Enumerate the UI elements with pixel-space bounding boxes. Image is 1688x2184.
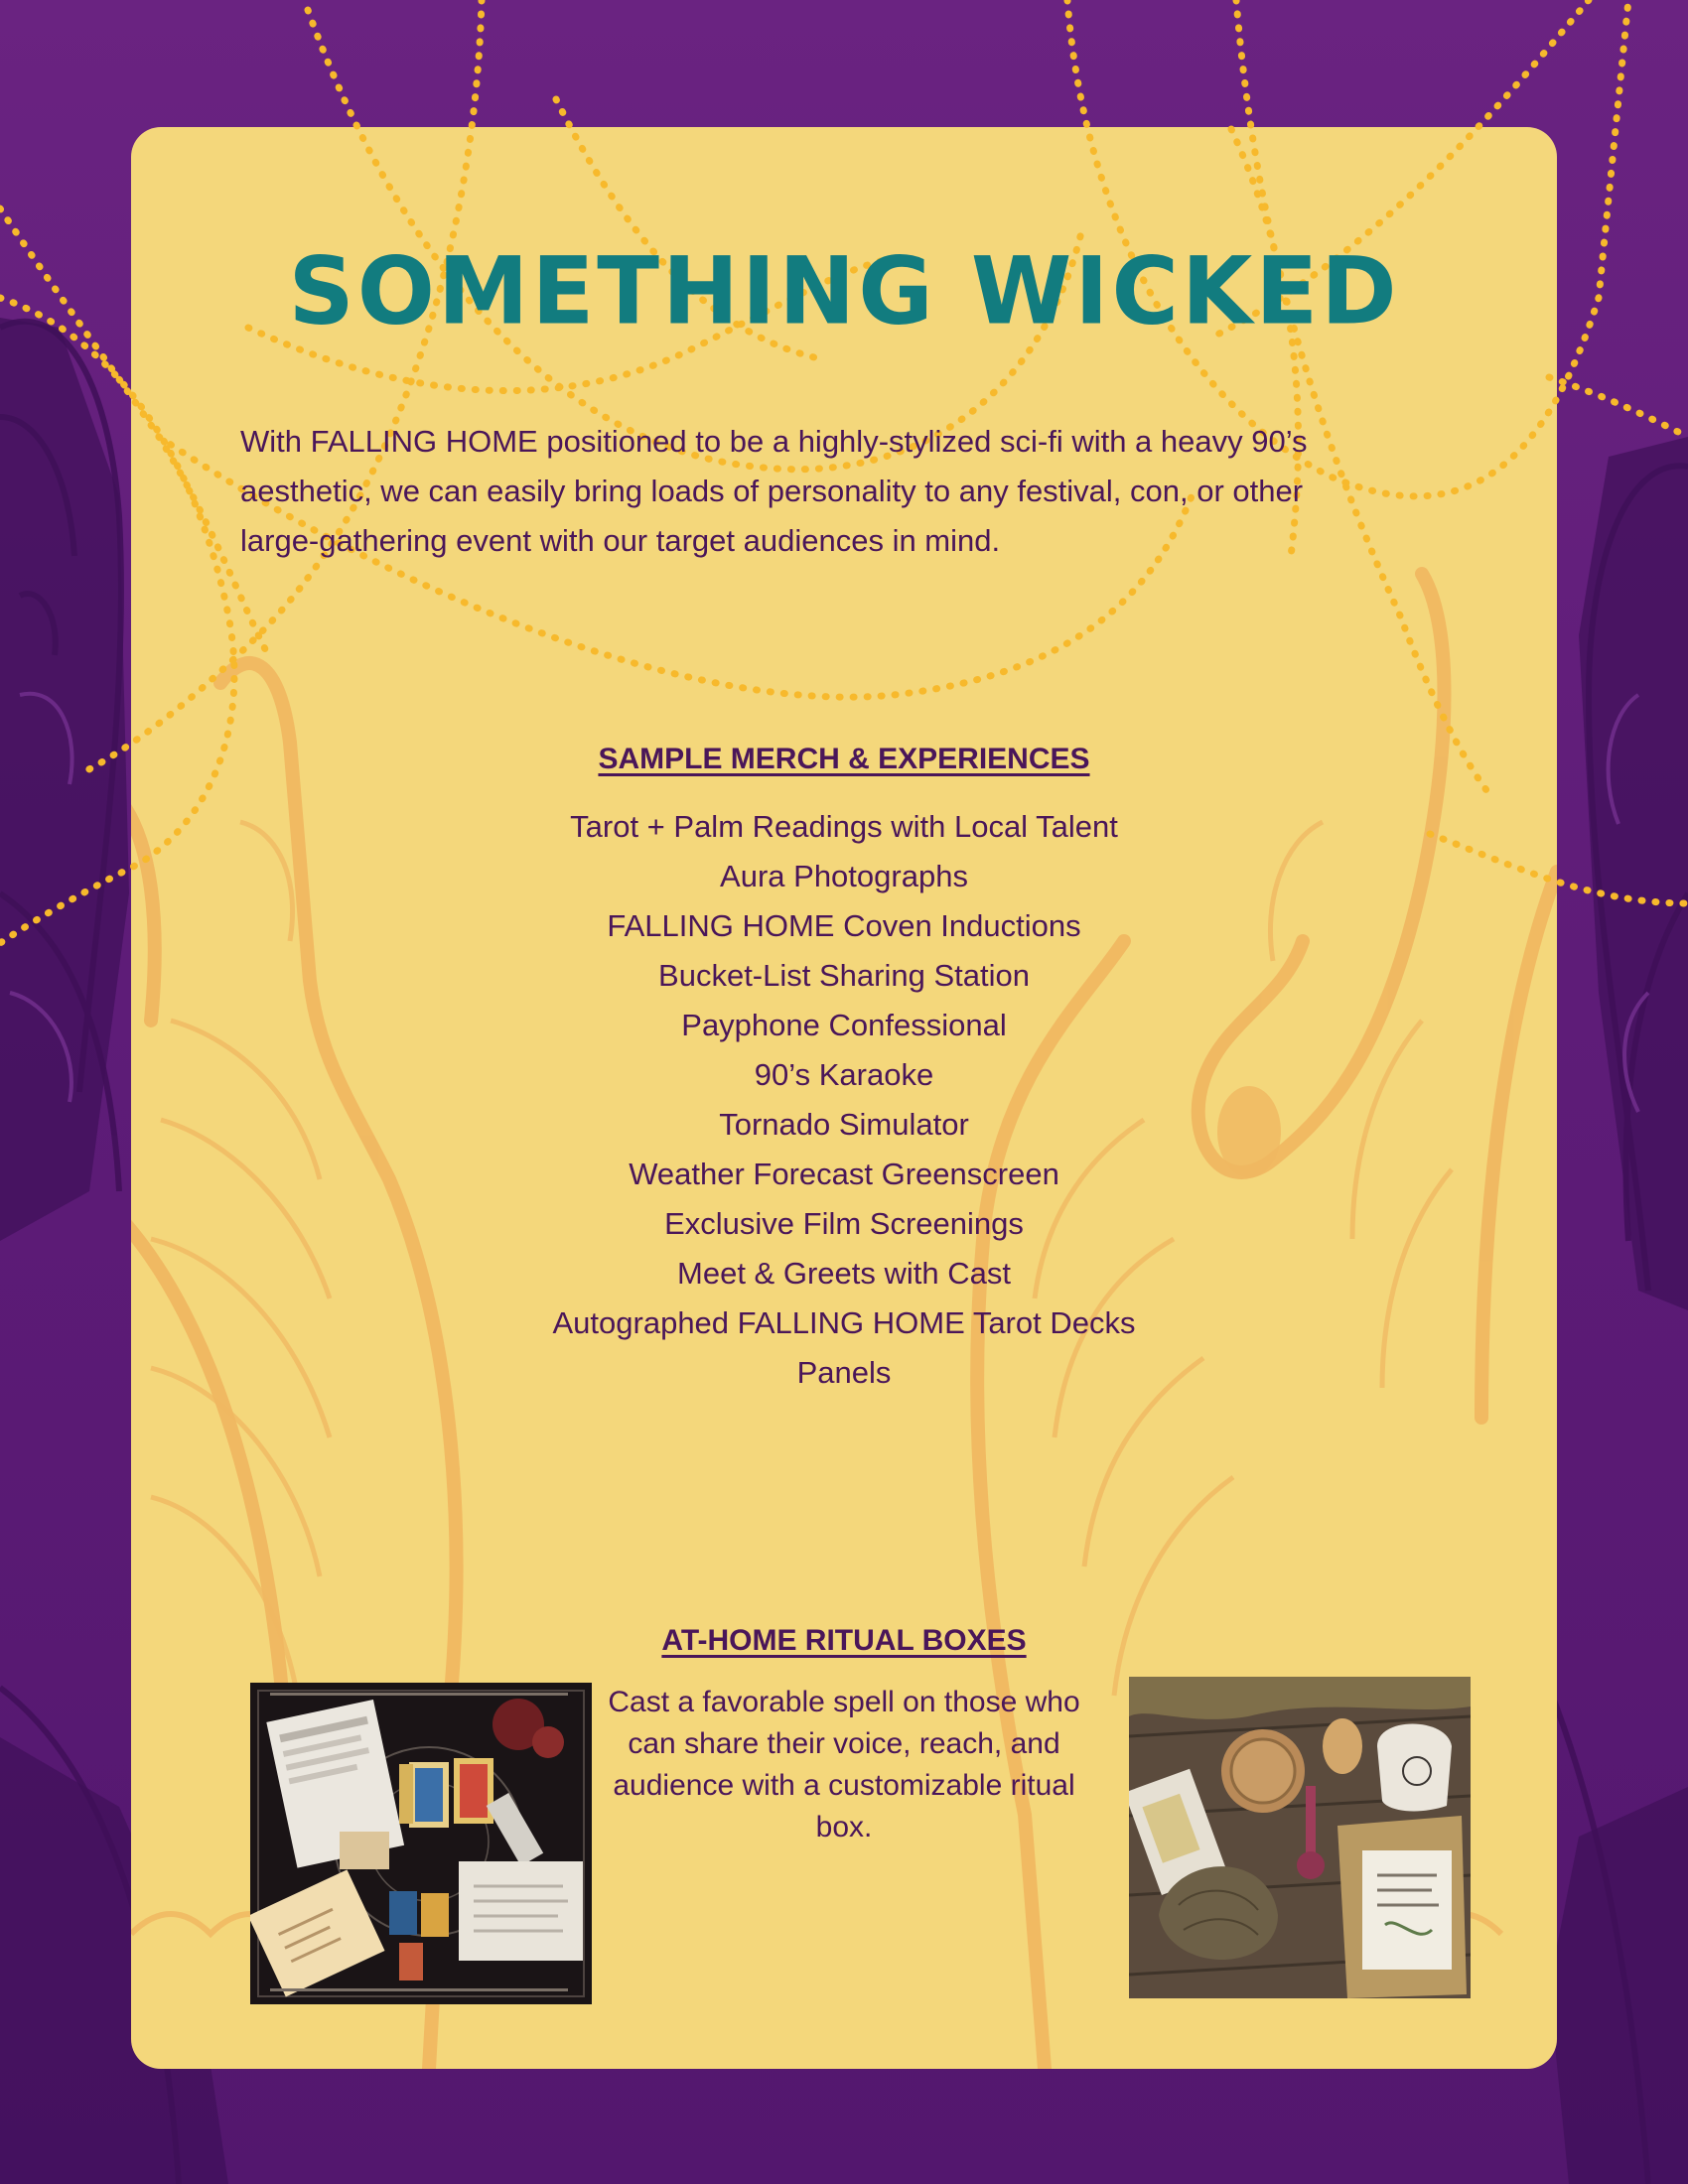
list-item: 90’s Karaoke [754, 1057, 934, 1092]
list-item: Tarot + Palm Readings with Local Talent [570, 809, 1118, 844]
ritual-items-photo [1129, 1677, 1471, 1998]
list-item: Bucket-List Sharing Station [658, 958, 1030, 993]
list-item: Panels [796, 1355, 892, 1390]
list-item: Exclusive Film Screenings [664, 1206, 1024, 1241]
list-item: Autographed FALLING HOME Tarot Decks [552, 1305, 1136, 1340]
list-item: Payphone Confessional [681, 1008, 1007, 1042]
list-item: Weather Forecast Greenscreen [629, 1157, 1059, 1191]
list-item: Meet & Greets with Cast [677, 1256, 1011, 1291]
list-item: Aura Photographs [720, 859, 968, 893]
ritual-description: Cast a favorable spell on those who can share their voice, reach, and audience with a customizable ritual box. [608, 1686, 1080, 1843]
ritual-heading: AT-HOME RITUAL BOXES [661, 1624, 1027, 1657]
merch-list [131, 802, 1557, 1398]
intro-paragraph: With FALLING HOME positioned to be a highly-stylized sci-fi with a heavy 90’s aesthetic, we can easily bring loads of personality to any festival, con, or other large-gathering event with our target audiences in mind. [240, 424, 1308, 558]
merch-heading: SAMPLE MERCH & EXPERIENCES [598, 743, 1090, 775]
page-title: SOMETHING WICKED [288, 236, 1400, 346]
list-item: Tornado Simulator [719, 1107, 969, 1142]
tarot-ritual-box-photo [250, 1683, 592, 2004]
list-item: FALLING HOME Coven Inductions [607, 908, 1081, 943]
